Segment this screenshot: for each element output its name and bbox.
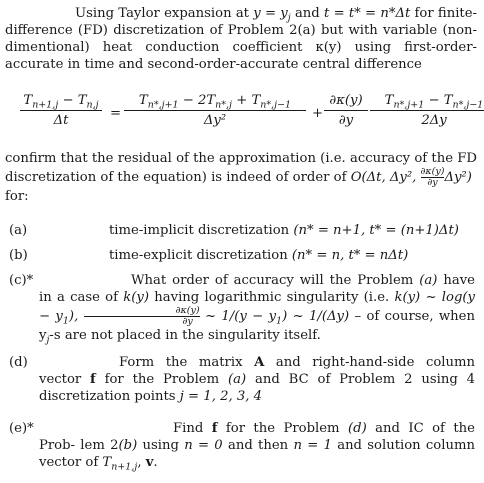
central-diff-fraction: $T_{n*,j+1} - T_{n*,j-1}$ 2Δy: [370, 92, 484, 129]
item-b: [5, 247, 475, 265]
item-d-label: (d): [9, 355, 28, 370]
item-c: [5, 272, 475, 346]
plus-sign: +: [312, 106, 324, 121]
item-e-text: Find f for the Problem (d) and IC of the Prob- lem 2(b) using n = 0 and then n = 1 and solution column vector of $T_{n+1,j}$, v.: [39, 421, 475, 473]
intro-rest: for finite-difference (FD) discretization of Problem 2(a) but with variable (non-dimentional) heat conduction coefficient κ(y) using first-order-accurate in time and second-order-accurate central difference: [5, 6, 477, 72]
diffusion-fraction: $T_{n*,j+1} - 2T_{n*,j} + T_{n*,j-1}$ Δy²: [124, 92, 306, 129]
item-c-text: What order of accuracy will the Problem (a) have in a case of k(y) having logarithmic singularity (i.e. k(y) ~ $\log(y - y_1)$, $\frac{\partial\kappa(y)}{\partial y}$ ~ $1/(y - y_1)$ ~ 1/(Δy) – of course, when $y_j-s$ are not placed in the singularity itself.: [39, 273, 475, 346]
fd-equation: [20, 92, 484, 142]
item-e: [5, 420, 475, 476]
item-d-text: Form the matrix A and right-hand-side column vector f for the Problem (a) and BC of Problem 2 using 4 discretization points j = 1, 2, 3, 4: [39, 355, 475, 404]
intro-paragraph: Using Taylor expansion at $y = y_j$ and t = t* = n*Δt for finite-difference (FD) discretization of Problem 2(a) but with variable (non-dimentional) heat conduction coefficient κ(y) using first-order-accurate in time and second-order-accurate central difference: [5, 6, 477, 72]
item-c-label: (c)*: [9, 273, 34, 288]
equals-sign: =: [110, 106, 122, 121]
item-e-label: (e)*: [9, 421, 34, 436]
kappa-derivative-c: $\frac{\partial\kappa(y)}{\partial y}$: [84, 306, 200, 327]
for-label: for:: [5, 189, 29, 204]
lhs-fraction: $T_{n+1,j} - T_{n,j}$ Δt: [20, 92, 102, 129]
item-a: [5, 222, 475, 240]
confirm-paragraph: confirm that the residual of the approximation (i.e. accuracy of the FD discretization of the equation) is indeed of order of O(Δt, Δy², $\frac{\partial\kappa(y)}{\partial y}$ Δy²) for:: [5, 151, 477, 204]
kappa-derivative-inline: $\frac{\partial\kappa(y)}{\partial y}$: [420, 166, 445, 188]
kappa-derivative: ∂κ(y) ∂y: [324, 92, 368, 129]
item-b-label: (b): [9, 248, 28, 263]
item-a-text: time-implicit discretization (n* = n+1, t* = (n+1)Δt): [109, 223, 459, 238]
intro-cond-y: $y = y_j$: [253, 6, 291, 24]
item-b-text: time-explicit discretization (n* = n, t* = nΔt): [109, 248, 409, 263]
intro-lead: Using Taylor expansion at: [75, 6, 249, 21]
item-a-label: (a): [9, 223, 28, 238]
intro-cond-t: t = t* = n*Δt: [324, 6, 411, 21]
order-expression: O(Δt, Δy²,: [350, 170, 417, 185]
item-d: [5, 354, 475, 408]
